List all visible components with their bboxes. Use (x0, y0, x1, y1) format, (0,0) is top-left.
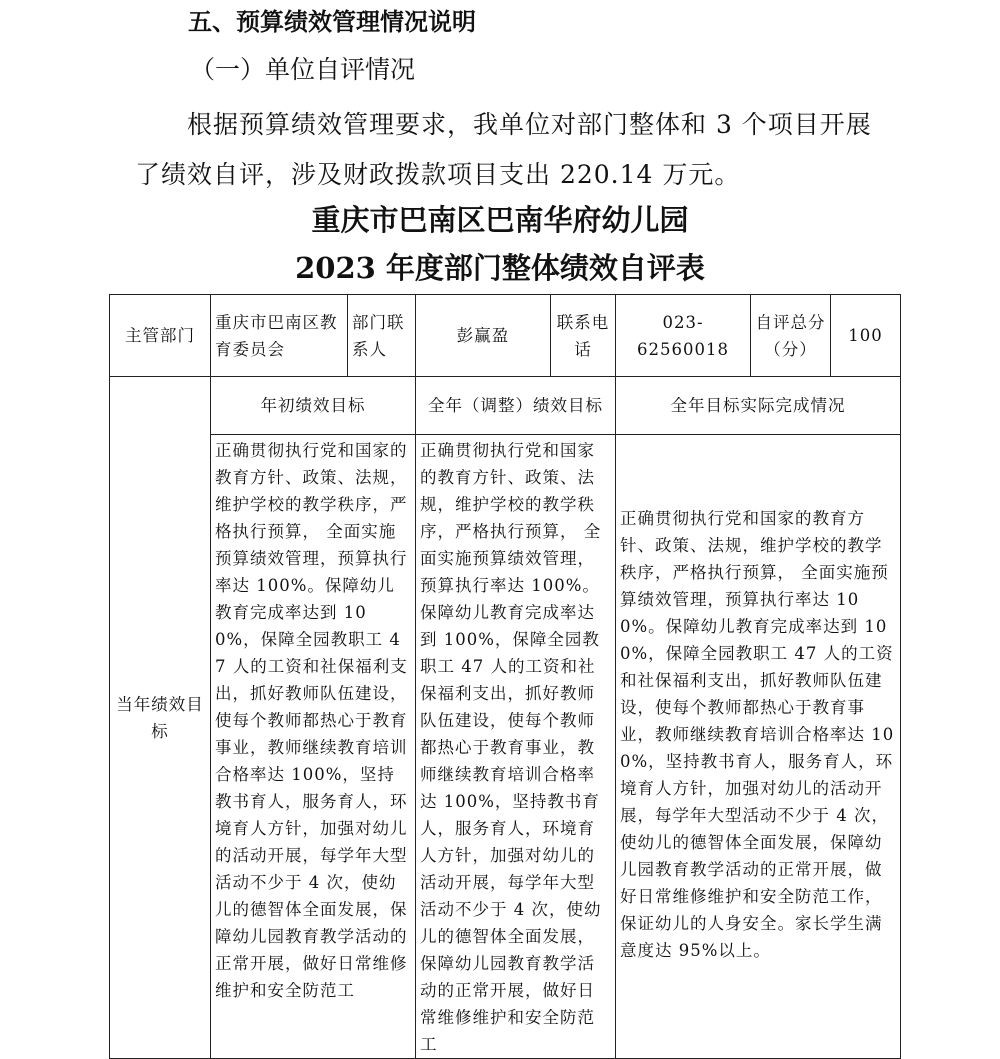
phone-label: 联系电话 (551, 295, 616, 377)
dept-label: 主管部门 (110, 295, 211, 377)
table-title-line2: 2023 年度部门整体绩效自评表 (295, 251, 705, 285)
contact-label: 部门联系人 (348, 295, 416, 377)
col-actual-header: 全年目标实际完成情况 (616, 377, 901, 435)
table-title-line1: 重庆市巴南区巴南华府幼儿园 (311, 203, 689, 237)
adjusted-goal-text: 正确贯彻执行党和国家的教育方针、政策、法规，维护学校的教学秩序，严格执行预算， 全面实施预算绩效管理，预算执行率达 100%。保障幼儿教育完成率达到 100%，保障全园教职工 47 人的工资和社保福利支出，抓好教师队伍建设，使每个教师都热心于教育事业，教师继续教育培训合格率达 100%，坚持教书育人，服务育人，环境育人方针，加强对幼儿的活动开展，每学年大型活动不少于 4 次，使幼儿的德智体全面发展，保障幼儿园教育教学活动的正常开展，做好日常维修维护和安全防范工 (416, 435, 616, 1059)
column-header-row (110, 377, 901, 435)
phone-value: 023-62560018 (616, 295, 751, 377)
intro-paragraph: 根据预算绩效管理要求，我单位对部门整体和 3 个项目开展了绩效自评，涉及财政拨款项目支出 220.14 万元。 (135, 110, 872, 189)
initial-goal-text: 正确贯彻执行党和国家的教育方针、政策、法规，维护学校的教学秩序，严格执行预算， 全面实施预算绩效管理，预算执行率达 100%。保障幼儿教育完成率达到 100%，保障全园教职工 47 人的工资和社保福利支出，抓好教师队伍建设，使每个教师都热心于教育事业，教师继续教育培训合格率达 100%，坚持教书育人，服务育人，环境育人方针，加强对幼儿的活动开展，每学年大型活动不少于 4 次，使幼儿的德智体全面发展，保障幼儿园教育教学活动的正常开展，做好日常维修维护和安全防范工 (211, 435, 416, 1059)
header-row (110, 295, 901, 377)
actual-completion-text: 正确贯彻执行党和国家的教育方针、政策、法规，维护学校的教学秩序，严格执行预算， 全面实施预算绩效管理，预算执行率达 100%。保障幼儿教育完成率达到 100%，保障全园教职工 47 人的工资和社保福利支出，抓好教师队伍建设，使每个教师都热心于教育事业，教师继续教育培训合格率达 100%，坚持教书育人，服务育人，环境育人方针，加强对幼儿的活动开展，每学年大型活动不少于 4 次，使幼儿的德智体全面发展，保障幼儿园教育教学活动的正常开展，做好日常维修维护和安全防范工作，保证幼儿的人身安全。家长学生满意度达 95%以上。 (616, 435, 901, 1059)
dept-value: 重庆市巴南区教育委员会 (211, 295, 348, 377)
row-label: 当年绩效目标 (110, 377, 211, 1059)
score-label: 自评总分（分） (751, 295, 831, 377)
score-value: 100 (831, 295, 901, 377)
performance-table (109, 294, 901, 1059)
section-heading: 五、预算绩效管理情况说明 (188, 7, 476, 36)
col-initial-header: 年初绩效目标 (211, 377, 416, 435)
goal-row (110, 435, 901, 1059)
contact-value: 彭赢盈 (416, 295, 551, 377)
subsection-heading: （一）单位自评情况 (190, 55, 416, 84)
col-adjusted-header: 全年（调整）绩效目标 (416, 377, 616, 435)
